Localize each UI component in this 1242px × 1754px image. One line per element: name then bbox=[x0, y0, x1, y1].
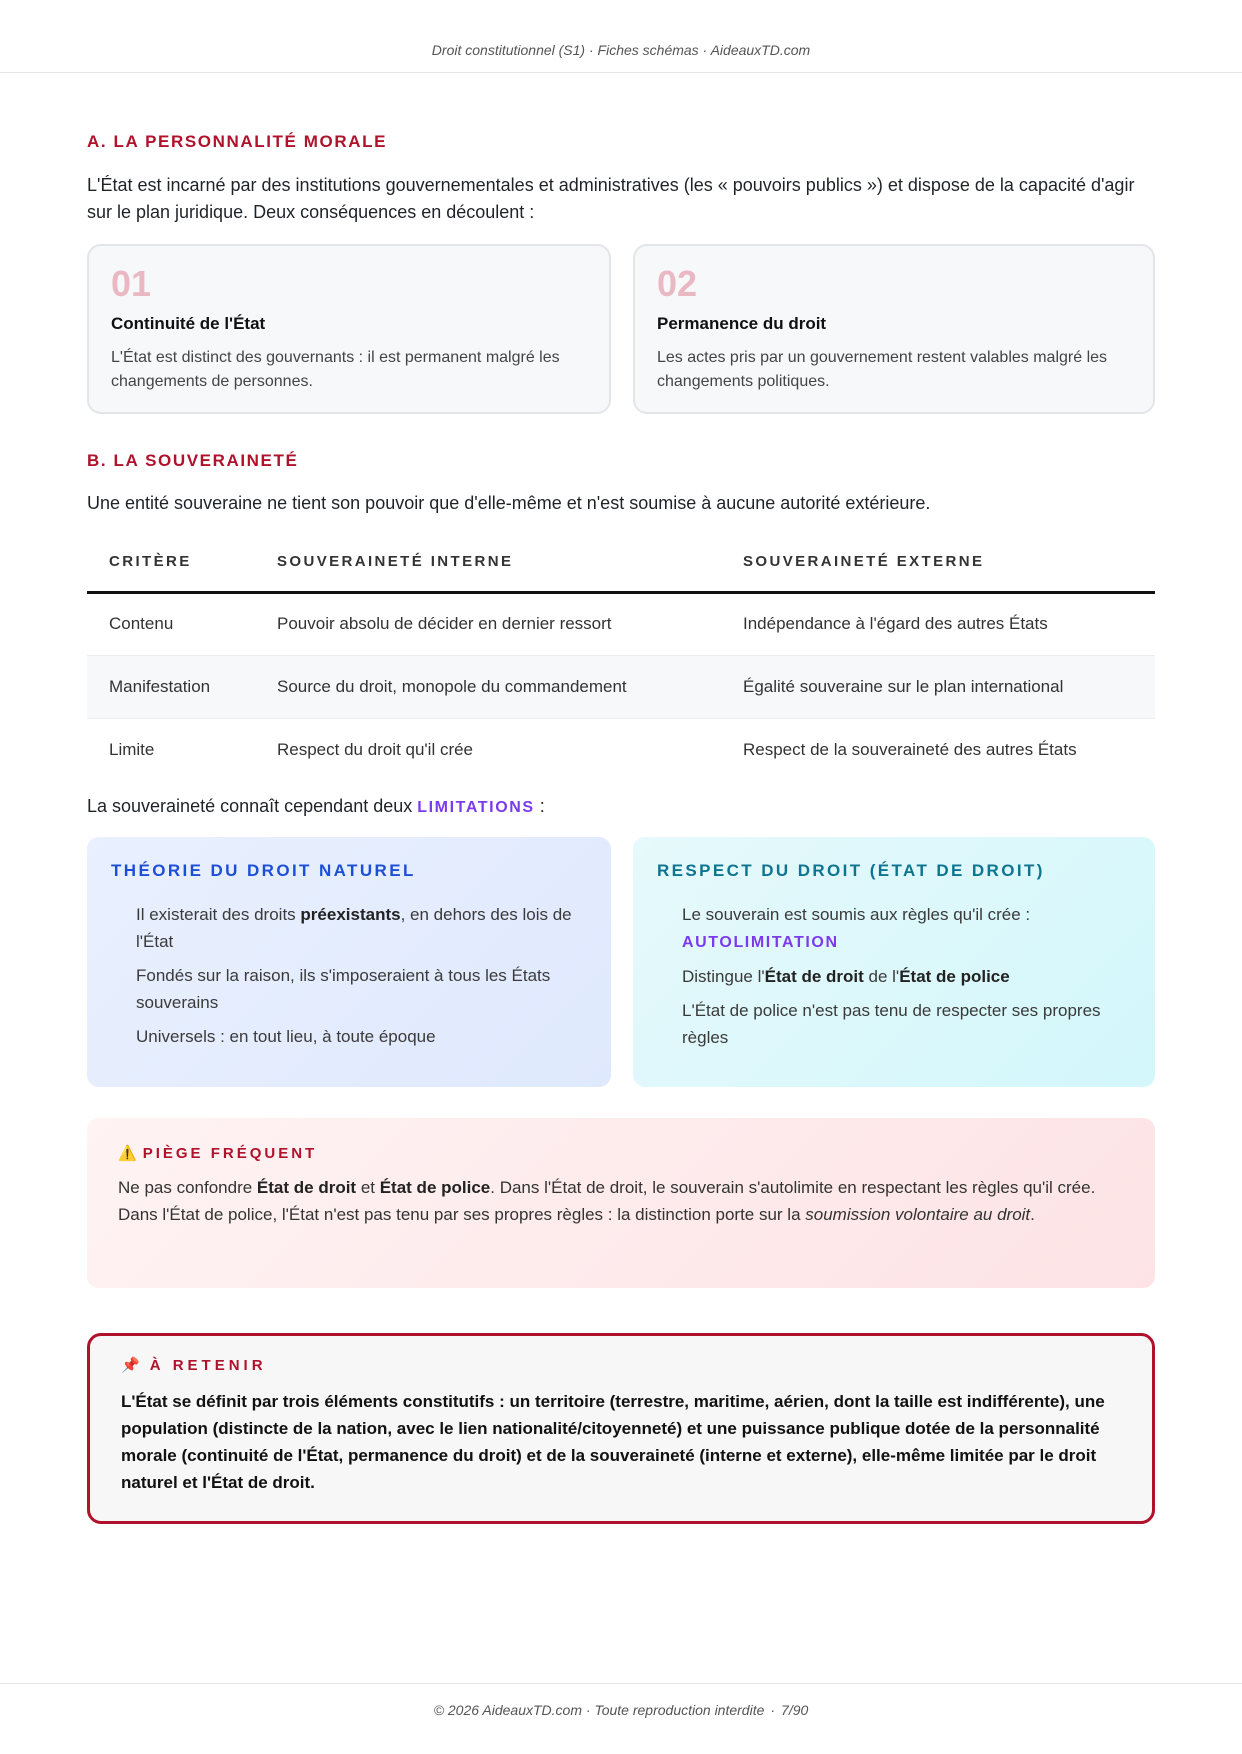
table-row bbox=[87, 655, 1155, 718]
rule-of-law-box bbox=[633, 837, 1155, 1087]
section-a-intro: L'État est incarné par des institutions gouvernementales et administratives (les « pouvoirs publics ») et dispose de la capacité d'agir sur le plan juridique. Deux conséquences en découlent : bbox=[87, 175, 1135, 222]
card-text: Les actes pris par un gouvernement restent valables malgré les changements politiques. bbox=[657, 349, 1108, 390]
table-cell: Respect du droit qu'il crée bbox=[277, 739, 474, 759]
list-item bbox=[682, 901, 1131, 956]
bold-run: puissance publique bbox=[741, 1419, 901, 1438]
sovereignty-table bbox=[87, 532, 1155, 781]
warning-title bbox=[118, 1144, 1124, 1162]
item-bold: préexistants bbox=[300, 905, 401, 924]
text-run: Ne pas confondre bbox=[118, 1178, 257, 1197]
table-cell: Limite bbox=[109, 739, 155, 759]
page-header bbox=[0, 0, 1242, 73]
autolimitation-keyword: AUTOLIMITATION bbox=[682, 934, 839, 951]
pin-icon: 📌 bbox=[121, 1357, 140, 1374]
card-number: 02 bbox=[657, 263, 698, 304]
text-run: (terrestre, maritime, aérien, dont la taille est indifférente), une bbox=[604, 1392, 1105, 1411]
table-header-internal: SOUVERAINETÉ INTERNE bbox=[255, 532, 721, 592]
footer-separator: · bbox=[770, 1702, 776, 1718]
section-b-title: B. LA SOUVERAINETÉ bbox=[87, 451, 299, 470]
text-run: (distincte de la nation, avec le lien nationalité/citoyenneté) et une bbox=[207, 1419, 742, 1438]
table-cell: Égalité souveraine sur le plan international bbox=[721, 655, 1155, 718]
text-run: dotée de la personnalité morale (continuité de l'État, permanence du droit) et de la souveraineté (interne et externe), elle-même limitée par le droit naturel et l'État de droit. bbox=[121, 1419, 1100, 1492]
table-header-criterion: CRITÈRE bbox=[87, 532, 255, 592]
text-run: et bbox=[356, 1178, 380, 1197]
bold-run: État de droit bbox=[256, 1178, 357, 1197]
table-row bbox=[87, 592, 1155, 655]
card-continuite bbox=[87, 244, 611, 414]
limitations-prefix: La souveraineté connaît cependant deux bbox=[87, 796, 413, 816]
card-permanence bbox=[633, 244, 1155, 414]
key-takeaway-title-text: À RETENIR bbox=[149, 1357, 267, 1374]
footer-copyright: © 2026 AideauxTD.com · Toute reproduction interdite bbox=[433, 1702, 765, 1718]
rule-of-law-list bbox=[657, 901, 1131, 1051]
section-a-title: A. LA PERSONNALITÉ MORALE bbox=[87, 132, 388, 151]
warning-icon: ⚠️ bbox=[118, 1145, 137, 1162]
list-item: Universels : en tout lieu, à toute époque bbox=[136, 1027, 436, 1046]
table-cell: Pouvoir absolu de décider en dernier ressort bbox=[255, 592, 721, 655]
warning-box bbox=[87, 1118, 1155, 1288]
item-text: , en dehors des lois de l'État bbox=[136, 905, 572, 951]
warning-title-text: PIÈGE FRÉQUENT bbox=[142, 1145, 318, 1162]
natural-law-box bbox=[87, 837, 611, 1087]
text-run: L'État se définit par trois éléments constitutifs : un bbox=[121, 1392, 535, 1411]
table-row bbox=[87, 718, 1155, 781]
table-header-external: SOUVERAINETÉ EXTERNE bbox=[721, 532, 1155, 592]
item-bold: État de droit bbox=[764, 967, 864, 986]
item-text: Distingue l' bbox=[682, 967, 765, 986]
limitations-suffix: : bbox=[539, 796, 545, 816]
header-text: Droit constitutionnel (S1) · Fiches schémas · AideauxTD.com bbox=[431, 42, 811, 58]
list-item: L'État de police n'est pas tenu de respecter ses propres règles bbox=[682, 1001, 1101, 1047]
item-text: Le souverain est soumis aux règles qu'il crée : bbox=[682, 905, 1031, 924]
table-cell: Indépendance à l'égard des autres États bbox=[721, 592, 1155, 655]
page-number: 7/90 bbox=[781, 1702, 809, 1718]
list-item bbox=[682, 963, 1131, 990]
page-footer bbox=[0, 1683, 1242, 1754]
item-text: de l' bbox=[863, 967, 900, 986]
text-run: . bbox=[1030, 1205, 1035, 1224]
bold-run: population bbox=[121, 1419, 208, 1438]
table-header-row bbox=[87, 532, 1155, 592]
table-cell: Manifestation bbox=[87, 655, 255, 718]
card-title: Permanence du droit bbox=[657, 314, 827, 333]
bold-run: État de police bbox=[379, 1178, 491, 1197]
natural-law-list bbox=[111, 901, 587, 1050]
section-b-intro: Une entité souveraine ne tient son pouvoir que d'elle-même et n'est soumise à aucune autorité extérieure. bbox=[87, 493, 931, 513]
key-takeaway-title bbox=[121, 1356, 1121, 1374]
limitations-keyword: LIMITATIONS bbox=[417, 799, 535, 816]
list-item: Fondés sur la raison, ils s'imposeraient à tous les États souverains bbox=[136, 966, 551, 1012]
bold-run: territoire bbox=[535, 1392, 605, 1411]
italic-run: soumission volontaire au droit bbox=[805, 1205, 1031, 1224]
key-takeaway-box bbox=[87, 1333, 1155, 1524]
key-takeaway-text bbox=[121, 1388, 1121, 1496]
natural-law-title: THÉORIE DU DROIT NATUREL bbox=[111, 861, 416, 880]
card-text: L'État est distinct des gouvernants : il est permanent malgré les changements de personnes. bbox=[111, 349, 560, 390]
rule-of-law-title: RESPECT DU DROIT (ÉTAT DE DROIT) bbox=[657, 861, 1045, 880]
item-bold: État de police bbox=[899, 967, 1010, 986]
card-title: Continuité de l'État bbox=[111, 314, 266, 333]
table-cell: Source du droit, monopole du commandement bbox=[255, 655, 721, 718]
warning-text bbox=[118, 1174, 1124, 1228]
table-cell: Respect de la souveraineté des autres États bbox=[743, 739, 1077, 759]
item-text: Il existerait des droits bbox=[136, 905, 301, 924]
table-cell: Contenu bbox=[87, 592, 255, 655]
limitations-intro bbox=[87, 793, 1155, 821]
list-item bbox=[136, 901, 587, 955]
card-number: 01 bbox=[111, 263, 152, 304]
text-run: . Dans l'État de droit, le souverain s'autolimite en respectant les règles qu'il crée. Dans l'État de police, l'État n'est pas tenu par ses propres règles : la distinction porte sur la bbox=[118, 1178, 1096, 1224]
